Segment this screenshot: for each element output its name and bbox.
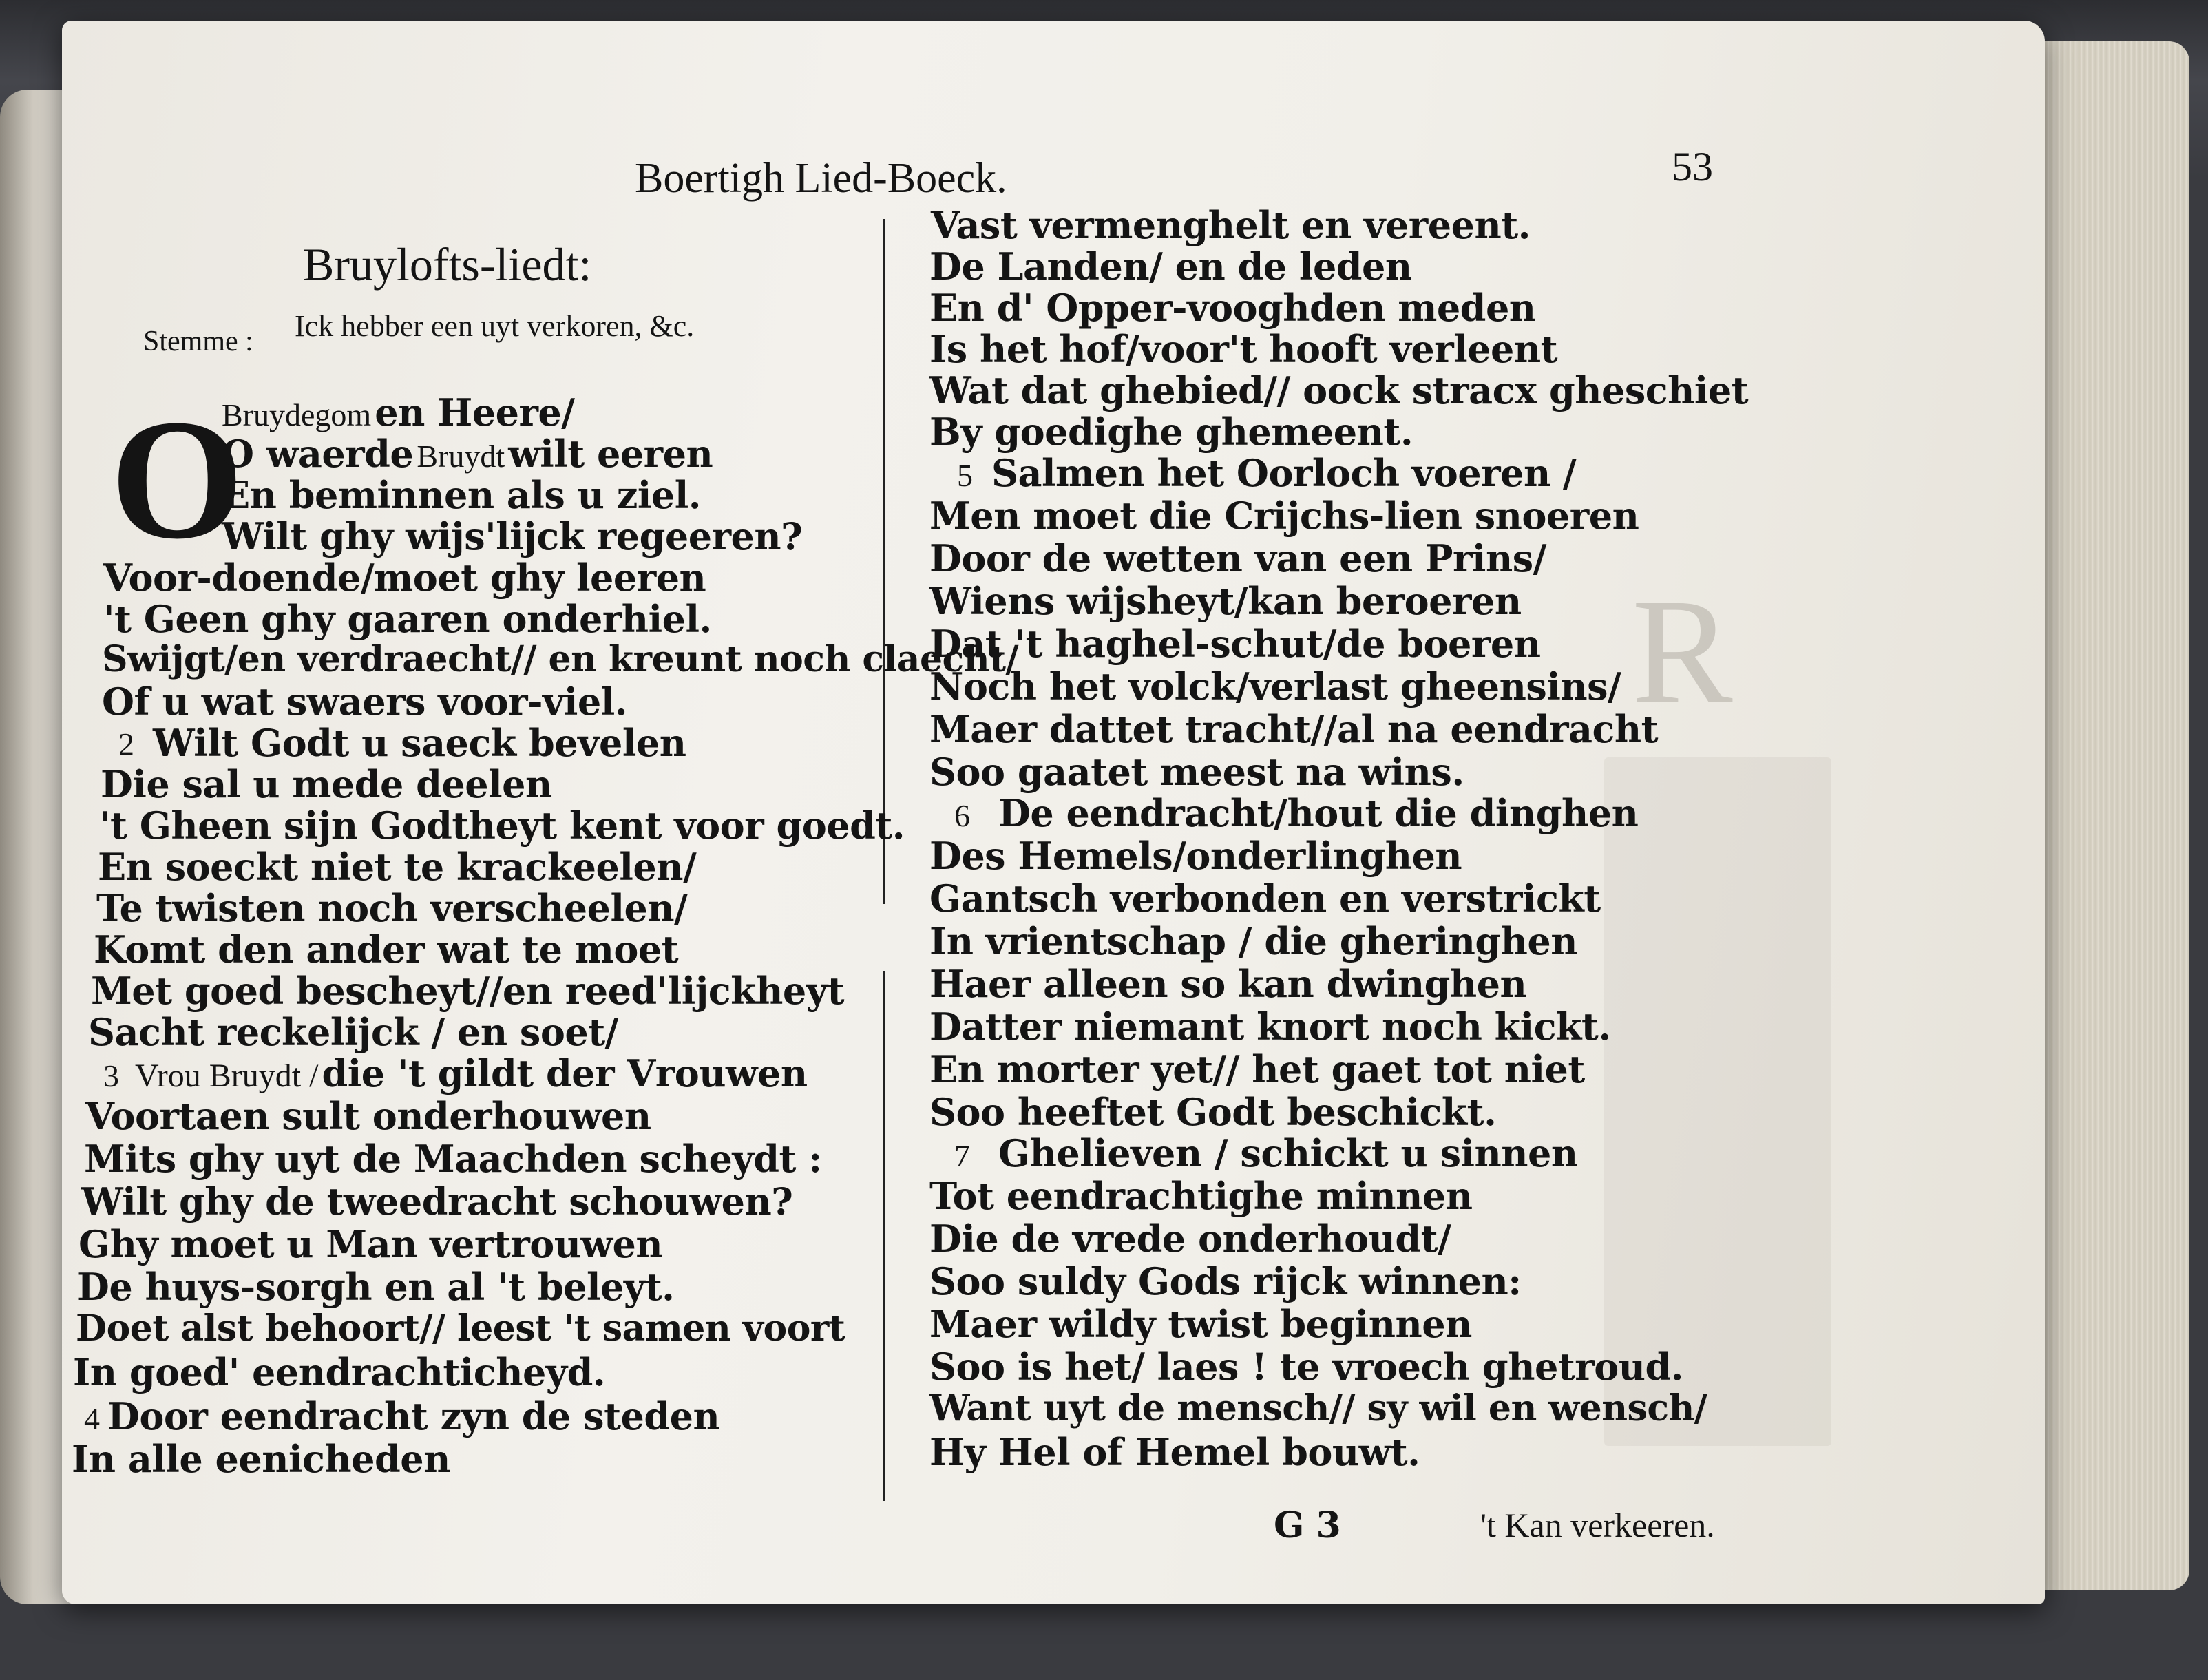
verse-line: Des Hemels/onderlinghen xyxy=(929,834,1462,878)
verse-line: Soo gaatet meest na wins. xyxy=(929,750,1464,794)
verse-line: Maer wildy twist beginnen xyxy=(929,1302,1472,1346)
verse-line xyxy=(135,1051,808,1095)
verse-line: Wilt ghy wijs'lijck regeeren? xyxy=(222,514,803,558)
verse-number: 4 xyxy=(84,1401,100,1436)
verse-line: 't Gheen sijn Godtheyt kent voor goedt. xyxy=(99,804,905,848)
verse-line: Gantsch verbonden en verstrickt xyxy=(929,876,1601,921)
column-rule-bottom xyxy=(883,971,885,1501)
verse-line: Is het hof/voor't hooft verleent xyxy=(929,327,1558,371)
verse-line: Sacht reckelijck / en soet/ xyxy=(88,1010,618,1054)
verse-line: Salmen het Oorloch voeren / xyxy=(991,451,1577,495)
verse-line: Voortaen sult onderhouwen xyxy=(85,1094,651,1138)
verse-line: Ghy moet u Man vertrouwen xyxy=(78,1222,663,1266)
verse-line: Swijgt/en verdraecht// en kreunt noch claecht/ xyxy=(102,638,1019,680)
verse-line: Maer dattet tracht//al na eendracht xyxy=(929,707,1659,751)
song-title: Bruylofts-liedt: xyxy=(303,238,592,291)
verse-line: Noch het volck/verlast gheensins/ xyxy=(929,664,1621,708)
verse-line: Men moet die Crijchs-lien snoeren xyxy=(929,494,1639,538)
verse-line: Dat 't haghel-schut/de boeren xyxy=(929,622,1541,666)
page-number: 53 xyxy=(1672,144,1713,189)
verse-line-black: wilt eeren xyxy=(508,432,713,476)
verse-line: Of u wat swaers voor-viel. xyxy=(102,680,628,724)
verse-line: En d' Opper-vooghden meden xyxy=(929,286,1536,330)
verse-line: In alle eenicheden xyxy=(72,1437,450,1481)
verse-line: Te twisten noch verscheelen/ xyxy=(96,886,688,930)
catchword: 't Kan verkeeren. xyxy=(1480,1506,1715,1544)
verse-line: 't Geen ghy gaaren onderhiel. xyxy=(103,597,712,641)
column-rule-top xyxy=(883,219,885,904)
verse-line: In vrientschap / die gheringhen xyxy=(929,919,1577,963)
verse-line: Voor-doende/moet ghy leeren xyxy=(103,556,706,600)
show-through-text xyxy=(1604,757,1831,1446)
verse-line: By goedighe ghemeent. xyxy=(929,410,1413,454)
verse-line: Datter niemant knort noch kickt. xyxy=(929,1005,1611,1049)
verse-number: 6 xyxy=(954,798,970,833)
verse-line: Soo suldy Gods rijck winnen: xyxy=(929,1259,1522,1303)
verse-line: In goed' eendrachticheyd. xyxy=(73,1350,606,1394)
verse-line xyxy=(222,432,713,476)
verse-line-roman: Bruydt xyxy=(417,439,505,474)
verse-number: 2 xyxy=(118,726,134,762)
verse-line: En beminnen als u ziel. xyxy=(222,473,702,517)
verse-line: Soo is het/ laes ! te vroech ghetroud. xyxy=(929,1345,1684,1389)
verse-line: En morter yet// het gaet tot niet xyxy=(929,1047,1585,1091)
verse-line-roman: Bruydegom xyxy=(222,397,372,432)
verse-number: 3 xyxy=(103,1058,119,1093)
verse-line: Ghelieven / schickt u sinnen xyxy=(998,1131,1578,1175)
show-through-letter: R xyxy=(1632,567,1733,735)
verse-line xyxy=(222,390,575,434)
verse-line: Want uyt de mensch// sy wil en wensch/ xyxy=(929,1387,1707,1429)
tune-text: Ick hebber een uyt verkoren, &c. xyxy=(295,309,695,343)
verse-line: Die de vrede onderhoudt/ xyxy=(929,1217,1451,1261)
verse-number: 7 xyxy=(954,1138,970,1173)
verse-line-black: en Heere/ xyxy=(375,390,575,434)
verse-line: Door de wetten van een Prins/ xyxy=(929,536,1546,580)
verse-line: Wat dat ghebied// oock stracx gheschiet xyxy=(929,368,1749,412)
verse-line: De eendracht/hout die dinghen xyxy=(998,791,1639,835)
verse-line: De Landen/ en de leden xyxy=(929,244,1412,288)
tune-label: Stemme : xyxy=(143,326,253,357)
verse-line: En soeckt niet te krackeelen/ xyxy=(98,845,697,889)
verse-line-black: die 't gildt der Vrouwen xyxy=(322,1051,808,1095)
verse-line: De huys-sorgh en al 't beleyt. xyxy=(77,1265,675,1309)
drop-cap: O xyxy=(110,384,244,575)
verse-line: Tot eendrachtighe minnen xyxy=(929,1174,1473,1218)
verse-line: Komt den ander wat te moet xyxy=(94,927,679,972)
verse-line: Wiens wijsheyt/kan beroeren xyxy=(929,579,1522,623)
verse-line-roman: Vrou Bruydt / xyxy=(135,1058,319,1094)
verse-line-black: O waerde xyxy=(222,432,414,476)
verse-line: Wilt ghy de tweedracht schouwen? xyxy=(81,1179,793,1224)
verse-line: Doet alst behoort// leest 't samen voort xyxy=(76,1308,845,1350)
verse-line: Hy Hel of Hemel bouwt. xyxy=(929,1430,1420,1474)
verse-line: Wilt Godt u saeck bevelen xyxy=(153,721,686,765)
verse-line: Haer alleen so kan dwinghen xyxy=(929,962,1527,1006)
verse-line: Door eendracht zyn de steden xyxy=(107,1394,720,1438)
verse-line: Soo heeftet Godt beschickt. xyxy=(929,1090,1497,1134)
verse-line: Die sal u mede deelen xyxy=(101,762,552,806)
verse-line: Vast vermenghelt en vereent. xyxy=(931,203,1531,247)
verse-line: Mits ghy uyt de Maachden scheydt : xyxy=(84,1137,822,1181)
running-title: Boertigh Lied-Boeck. xyxy=(635,155,1007,202)
verse-line: Met goed bescheyt//en reed'lijckheyt xyxy=(91,969,845,1013)
signature-mark: G 3 xyxy=(1274,1504,1341,1546)
verse-number: 5 xyxy=(957,458,973,493)
